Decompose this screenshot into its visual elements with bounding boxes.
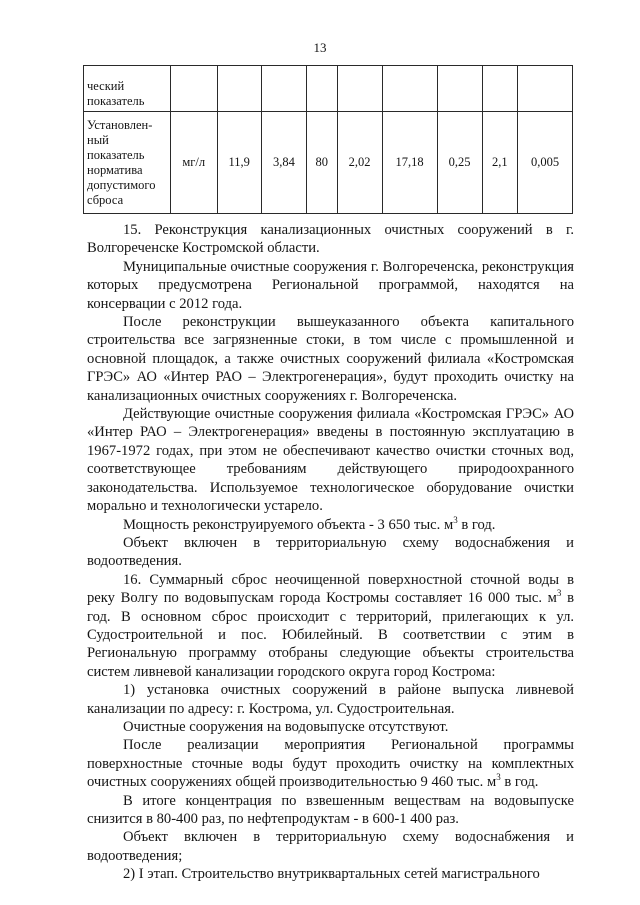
table-cell xyxy=(261,66,306,112)
paragraph: Действующие очистные сооружения филиала «Костромская ГРЭС» АО «Интер РАО – Электрогенерация» введены в постоянную эксплуатацию в 1967-1972 годах, при этом не обеспечивают качество очистки сточных вод, соответствующее требованиям действующего природоохранного законодательства. Используемое технологическое оборудование очистки морально и технологически устарело. xyxy=(87,406,574,515)
label-line: сброса xyxy=(87,192,124,207)
table-cell-label xyxy=(84,66,171,112)
table-cell xyxy=(437,66,482,112)
table-cell-value: 80 xyxy=(307,112,337,214)
paragraph: После реконструкции вышеуказанного объекта капитального строительства все загрязненные стоки, в том числе с промышленной и основной площадок, а также очистных сооружений филиала «Костромская ГРЭС» АО «Интер РАО – Электрогенерация», будут проходить очистку на канализационных очистных сооружениях г. Волгореченска. xyxy=(87,314,574,404)
text: в год. xyxy=(500,774,539,791)
table-cell-value: 2,1 xyxy=(482,112,517,214)
table-cell-value: 3,84 xyxy=(261,112,306,214)
text: Мощность реконструируемого объекта - 3 650 тыс. м xyxy=(123,516,454,533)
label-line: ный xyxy=(87,132,109,147)
indicator-table xyxy=(83,65,573,214)
list-item: 2) I этап. Строительство внутриквартальных сетей магистрального xyxy=(123,866,540,883)
table-cell-value: 11,9 xyxy=(217,112,261,214)
section-15-heading: 15. Реконструкция канализационных очистных сооружений в г. Волгореченске Костромской области. xyxy=(87,222,574,257)
superscript: 3 xyxy=(453,514,458,525)
label-line: показатель xyxy=(87,94,145,108)
label-line: Установлен- xyxy=(87,117,153,132)
text: в год. В основном сброс происходит с территорий, прилегающих к ул. Судостроительной и пос. Юбилейный. В соответствии с этим в Региональную программу отобраны следующие объекты строительства систем ливневой канализации городского округа город Кострома: xyxy=(87,590,574,680)
label-line: ческий xyxy=(87,79,125,93)
paragraph xyxy=(87,736,574,791)
paragraph-capacity xyxy=(87,516,574,534)
table-cell-unit: мг/л xyxy=(171,112,218,214)
paragraph: Муниципальные очистные сооружения г. Волгореченска, реконструкция которых предусмотрена Региональной программой, находятся на консервации с 2012 года. xyxy=(87,258,574,312)
table-cell-value: 17,18 xyxy=(382,112,437,214)
table-row-norm xyxy=(84,112,573,214)
table-cell xyxy=(171,66,218,112)
table-cell-value: 0,25 xyxy=(437,112,482,214)
table-cell-label xyxy=(84,112,171,214)
list-item: 1) установка очистных сооружений в районе выпуска ливневой канализации по адресу: г. Кострома, ул. Судостроительная. xyxy=(87,682,574,717)
section-16-paragraph xyxy=(87,571,574,681)
superscript: 3 xyxy=(556,588,562,599)
text: в год. xyxy=(457,516,496,533)
text: После реализации мероприятия Региональной программы поверхностные сточные воды будут проходить очистку на комплектных очистных сооружениях общей производительностью 9 460 тыс. м xyxy=(87,737,574,791)
table-cell xyxy=(217,66,261,112)
table-cell xyxy=(382,66,437,112)
paragraph: В итоге концентрация по взвешенным веществам на водовыпуске снизится в 80-400 раз, по нефтепродуктам - в 600-1 400 раз. xyxy=(87,792,574,827)
paragraph: Объект включен в территориальную схему водоснабжения и водоотведения. xyxy=(87,534,574,570)
table-cell xyxy=(307,66,337,112)
table-cell xyxy=(518,66,573,112)
label-line: показатель xyxy=(87,147,145,162)
label-line: норматива xyxy=(87,162,143,177)
paragraph: Очистные сооружения на водовыпуске отсутствуют. xyxy=(123,718,449,735)
page-number: 13 xyxy=(313,40,327,55)
superscript: 3 xyxy=(496,772,501,783)
table-cell xyxy=(482,66,517,112)
paragraph: Объект включен в территориальную схему водоснабжения и водоотведения; xyxy=(87,829,574,864)
table-cell-value: 2,02 xyxy=(337,112,382,214)
document-body xyxy=(87,221,574,884)
table-cell xyxy=(337,66,382,112)
table-row-continued xyxy=(84,66,573,112)
text: 16. Суммарный сброс неочищенной поверхностной сточной воды в реку Волгу по водовыпускам города Костромы составляет 16 000 тыс. м xyxy=(87,571,574,607)
table-cell-value: 0,005 xyxy=(518,112,573,214)
label-line: допустимого xyxy=(87,177,156,192)
